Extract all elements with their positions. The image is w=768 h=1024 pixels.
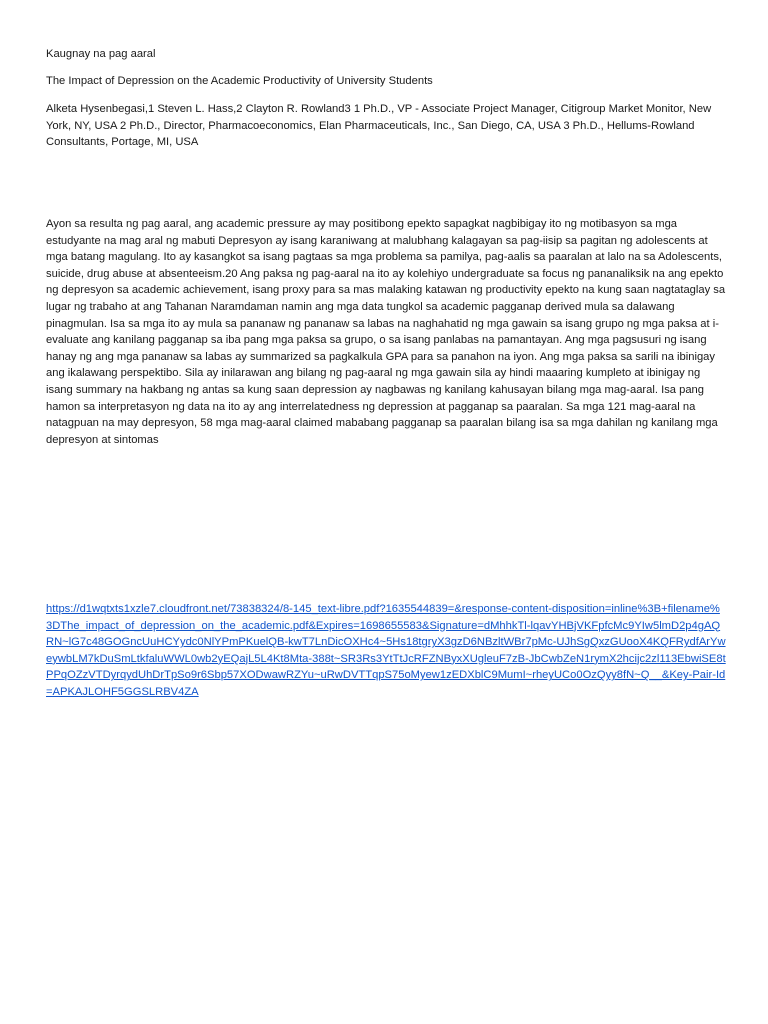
source-link-paragraph (46, 601, 726, 701)
source-link[interactable]: https://d1wqtxts1xzle7.cloudfront.net/73838324/8-145_text-libre.pdf?1635544839=&response-content-disposition=inline%3B+filename%3DThe_impact_of_depression_on_the_academic.pdf&Expires=1698655583&Signature=dMhhkTl-lqavYHBjVKFpfcMc9YIw5lmD2p4gAQRN~lG7c48GOGncUuHCYydc0NlYPmPKuelQB-kwT7LnDicOXHc4~5Hs18tgryX3gzD6NBzltWBr7pMc-UJhSgQxzGUooX4KQFRydfArYweywbLM7kDuSmLtkfaluWWL0wb2yEQajL5L4Kt8Mta-388t~SR3Rs3YtTtJcRFZNByxXUgleuF7zB-JbCwbZeN1rymX2hcijc2zl113EbwiSE8tPPqOZzVTDyrqydUhDrTpSo9r6Sbp57XODwawRZYu~uRwDVTTqpS75oMyew1zEDXblC9MumI~rheyUCo0OzQyy8fN~Q__&Key-Pair-Id=APKAJLOHF5GGSLRBV4ZA (46, 603, 726, 698)
author-affiliations: Alketa Hysenbegasi,1 Steven L. Hass,2 Clayton R. Rowland3 1 Ph.D., VP - Associate Project Manager, Citigroup Market Monitor, New York, NY, USA 2 Ph.D., Director, Pharmacoeconomics, Elan Pharmaceuticals, Inc., San Diego, CA, USA 3 Ph.D., Hellums-Rowland Consultants, Portage, MI, USA (46, 103, 712, 149)
body-paragraph: Ayon sa resulta ng pag aaral, ang academic pressure ay may positibong epekto sapagkat nagbibigay ito ng motibasyon sa mga estudyante na mag aral ng mabuti Depresyon ay isang karaniwang at malubhang kalagayan sa pag-iisip sa pagitan ng adolescents at mga batang magulang. Ito ay kasangkot sa isang pagtaas sa mga problema sa pamilya, pag-aalis sa paaralan at lalo na sa Adolescents, suicide, drug abuse at absenteeism.20 Ang paksa ng pag-aaral na ito ay kolehiyo undergraduate sa focus ng pananaliksik na ang epekto ng depresyon sa academic achievement, isang proxy para sa mas malaking katawan ng productivity epekto na kung saan nagtataglay sa lugar ng trabaho at ang Tahanan Naramdaman namin ang mga data tungkol sa academic pagganap derived mula sa dalawang pinagmulan. Isa sa mga ito ay mula sa pananaw ng pananaw sa labas na naghahatid ng mga gawain sa isang grupo ng mga paksa at i-evaluate ang kanilang pagganap sa iba pang mga paksa sa grupo, o sa isang panlabas na pamantayan. Ang mga pagsusuri ng isang hanay ng ang mga pananaw sa labas ay summarized sa pagkalkula GPA para sa panahon na iyon. Ang mga paksa sa sarili na ibinigay ang ikalawang perspektibo. Sila ay inilarawan ang bilang ng pag-aaral ng mga gawain sila ay hindi maaaring kumpleto at ibinigay ng isang summary na hakbang ng antas sa kung saan depression ay nagbawas ng kanilang kahusayan bilang mga mag-aaral. Isa pang hamon sa interpretasyon ng data na ito ay ang interrelatedness ng depression at pagganap sa paaralan. Sa mga 121 mag-aaral na natagpuan na may depresyon, 58 mga mag-aaral claimed mababang pagganap sa paaralan bilang isa sa mga dahilan ng kanilang mga depresyon at sintomas (46, 218, 726, 446)
section-heading: Kaugnay na pag aaral (46, 48, 156, 60)
paper-title: The Impact of Depression on the Academic Productivity of University Students (46, 75, 433, 87)
